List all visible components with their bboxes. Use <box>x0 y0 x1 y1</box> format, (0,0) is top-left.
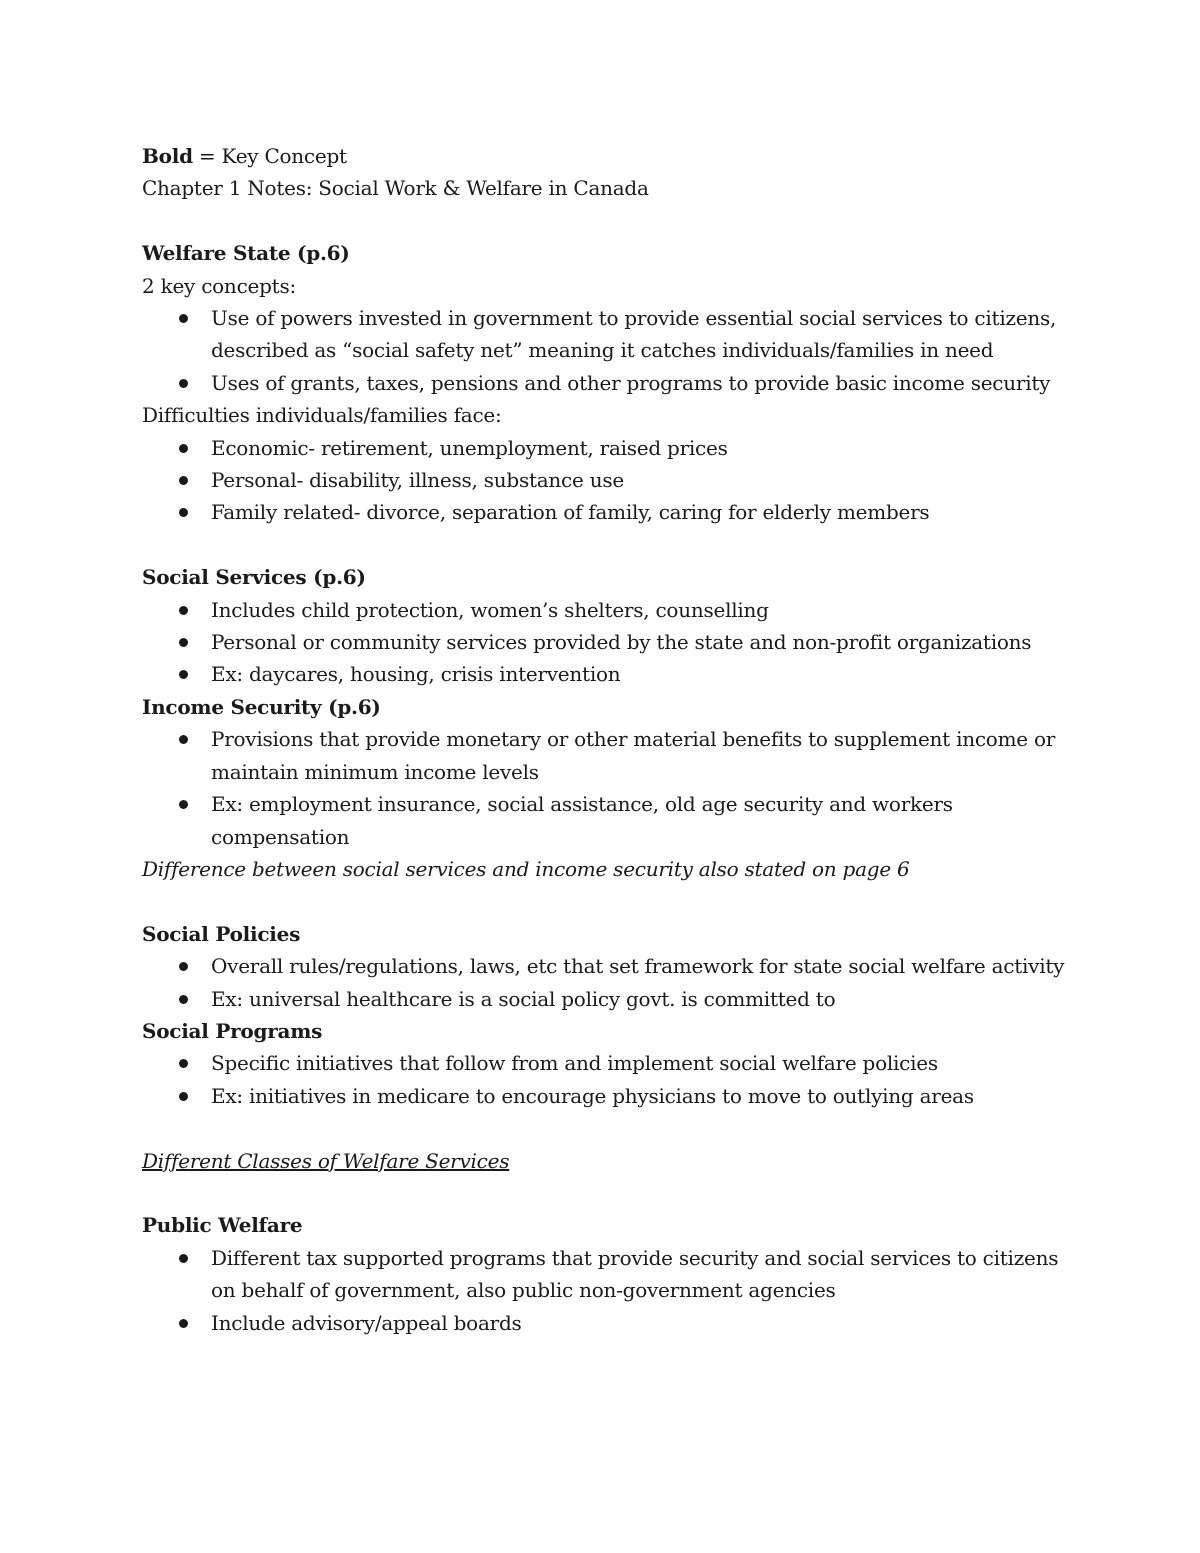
bullet-icon <box>179 314 188 323</box>
list-item-text: Personal or community services provided by the state and non-profit organizations <box>211 630 1032 655</box>
list-item <box>142 950 1072 982</box>
income-security-heading: Income Security (p.6) <box>142 694 381 719</box>
list-item-text: Ex: initiatives in medicare to encourage physicians to move to outlying areas <box>211 1083 974 1108</box>
legend-line <box>142 140 1072 172</box>
list-item-text: Different tax supported programs that provide security and social services to citizens on behalf of government, also public non-government agencies <box>211 1245 1059 1303</box>
list-item-text: Provisions that provide monetary or other material benefits to supplement income or maintain minimum income levels <box>211 727 1056 784</box>
legend-bold-word: Bold <box>142 144 193 168</box>
blank-line <box>142 529 1072 561</box>
list-item-text: Ex: daycares, housing, crisis intervention <box>211 662 621 687</box>
key-concepts-intro: 2 key concepts: <box>142 273 296 298</box>
list-item <box>142 658 1072 690</box>
income-security-note: Difference between social services and income security also stated on page 6 <box>142 856 910 881</box>
difficulties-intro: Difficulties individuals/families face: <box>142 403 502 428</box>
list-item-text: Ex: universal healthcare is a social policy govt. is committed to <box>211 986 836 1011</box>
list-item <box>142 496 1072 528</box>
bullet-icon <box>179 379 188 388</box>
public-welfare-heading: Public Welfare <box>142 1213 303 1238</box>
social-programs-heading: Social Programs <box>142 1018 323 1043</box>
bullet-icon <box>179 1059 188 1068</box>
bullet-icon <box>179 606 188 615</box>
bullet-icon <box>179 444 188 453</box>
list-item <box>142 788 1072 853</box>
list-item-text: Ex: employment insurance, social assistance, old age security and workers compensation <box>211 792 953 849</box>
bullet-icon <box>179 670 188 679</box>
bullet-icon <box>179 476 188 485</box>
list-item <box>142 1307 1072 1339</box>
classes-heading: Different Classes of Welfare Services <box>142 1148 510 1173</box>
bullet-icon <box>179 800 188 809</box>
welfare-state-heading: Welfare State (p.6) <box>142 241 350 266</box>
list-item <box>142 983 1072 1015</box>
social-policies-list <box>142 950 1072 1015</box>
list-item <box>142 432 1072 464</box>
bullet-icon <box>179 638 188 647</box>
legend-text: = Key Concept <box>192 144 347 168</box>
bullet-icon <box>179 508 188 517</box>
chapter-title: Chapter 1 Notes: Social Work & Welfare in Canada <box>142 176 649 201</box>
key-concepts-list <box>142 302 1072 399</box>
list-item-text: Uses of grants, taxes, pensions and other programs to provide basic income security <box>211 370 1051 395</box>
bullet-icon <box>179 962 188 971</box>
social-policies-heading: Social Policies <box>142 921 301 946</box>
list-item <box>142 1080 1072 1112</box>
bullet-icon <box>179 735 188 744</box>
list-item-text: Overall rules/regulations, laws, etc that set framework for state social welfare activity <box>211 954 1065 979</box>
list-item <box>142 302 1072 367</box>
list-item <box>142 464 1072 496</box>
list-item-text: Specific initiatives that follow from and implement social welfare policies <box>211 1051 938 1076</box>
list-item <box>142 1047 1072 1079</box>
bullet-icon <box>179 1254 188 1263</box>
blank-line <box>142 205 1072 237</box>
income-security-list <box>142 723 1072 853</box>
list-item <box>142 626 1072 658</box>
social-services-list <box>142 594 1072 691</box>
blank-line <box>142 885 1072 917</box>
list-item-text: Use of powers invested in government to provide essential social services to citizens, described as “social safety net” meaning it catches individuals/families in need <box>211 306 1057 363</box>
bullet-icon <box>179 1319 188 1328</box>
social-services-heading: Social Services (p.6) <box>142 565 366 590</box>
bullet-icon <box>179 1092 188 1101</box>
list-item-text: Family related- divorce, separation of family, caring for elderly members <box>211 500 930 525</box>
blank-line <box>142 1112 1072 1144</box>
blank-line <box>142 1177 1072 1209</box>
list-item <box>142 1242 1072 1307</box>
public-welfare-list <box>142 1242 1072 1339</box>
list-item <box>142 723 1072 788</box>
list-item <box>142 367 1072 399</box>
document-page <box>142 140 1072 1339</box>
list-item-text: Economic- retirement, unemployment, raised prices <box>211 435 728 460</box>
list-item-text: Includes child protection, women’s shelters, counselling <box>211 597 769 622</box>
bullet-icon <box>179 995 188 1004</box>
list-item <box>142 594 1072 626</box>
list-item-text: Include advisory/appeal boards <box>211 1310 522 1335</box>
difficulties-list <box>142 432 1072 529</box>
list-item-text: Personal- disability, illness, substance use <box>211 468 624 493</box>
social-programs-list <box>142 1047 1072 1112</box>
